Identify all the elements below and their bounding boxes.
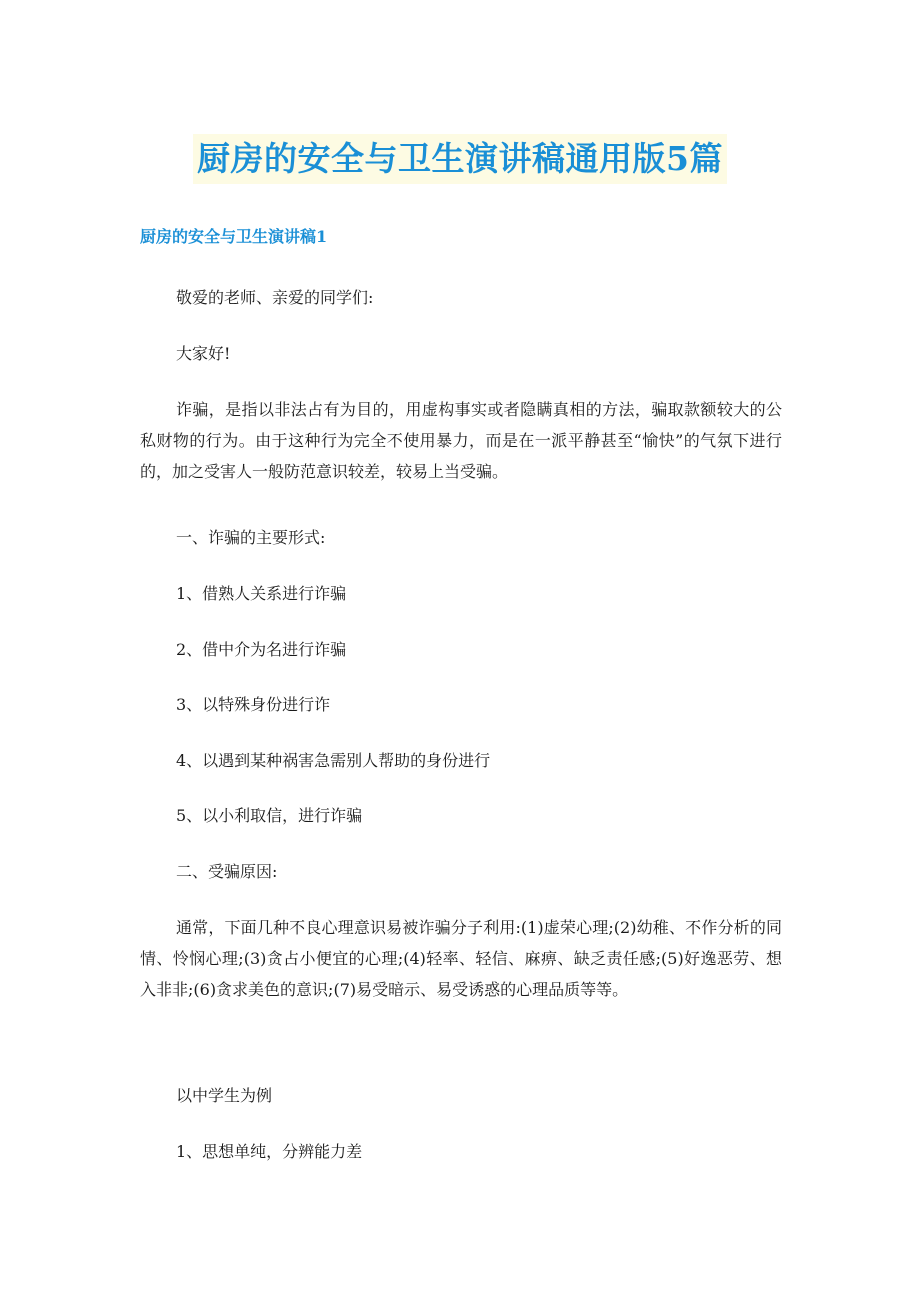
paragraph-fraud-definition: 诈骗，是指以非法占有为目的，用虚构事实或者隐瞒真相的方法，骗取款额较大的公私财物的行为。由于这种行为完全不使用暴力，而是在一派平静甚至“愉快”的气氛下进行的，加之受害人一般防范意识较差，较易上当受骗。 [140,400,782,481]
title-container [0,134,920,184]
section-heading: 厨房的安全与卫生演讲稿1 [140,227,328,246]
document-title: 厨房的安全与卫生演讲稿通用版5篇 [193,134,727,184]
list-item: 1、思想单纯，分辨能力差 [176,1142,363,1161]
paragraph-greeting: 大家好! [176,344,231,363]
paragraph-section-forms: 一、诈骗的主要形式: [176,528,326,547]
list-item: 3、以特殊身份进行诈 [176,695,331,714]
paragraph-example-intro: 以中学生为例 [176,1086,273,1105]
paragraph-psychology: 通常，下面几种不良心理意识易被诈骗分子利用:(1)虚荣心理;(2)幼稚、不作分析的同情、怜悯心理;(3)贪占小便宜的心理;(4)轻率、轻信、麻痹、缺乏责任感;(5)好逸恶劳、想入非非;(6)贪求美色的意识;(7)易受暗示、易受诱惑的心理品质等等。 [140,918,782,999]
list-item: 2、借中介为名进行诈骗 [176,640,347,659]
paragraph-greeting-audience: 敬爱的老师、亲爱的同学们: [176,288,374,307]
list-item: 5、以小利取信，进行诈骗 [176,806,363,825]
list-item: 4、以遇到某种祸害急需别人帮助的身份进行 [176,751,491,770]
paragraph-section-reasons: 二、受骗原因: [176,862,278,881]
list-item: 1、借熟人关系进行诈骗 [176,584,347,603]
